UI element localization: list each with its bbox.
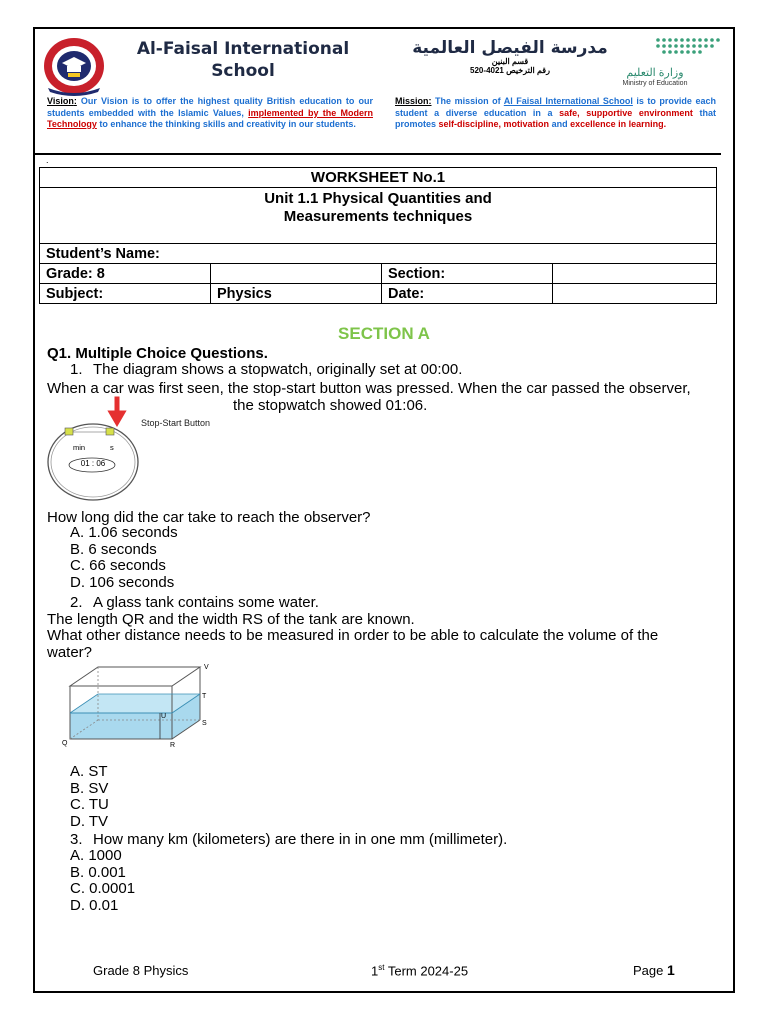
q1-heading: Q1. Multiple Choice Questions. [47,345,268,362]
mission-highlight-2: self-discipline, motivation [438,119,550,129]
vision-statement: Vision: Our Vision is to offer the highest quality British education to our students embedded with the Islamic Values, implemented by the Modern Technology to enhance the thinking skills and creativity in our students. [47,96,373,129]
question-2-line-4: water? [47,644,93,661]
footer-left: Grade 8 Physics [93,963,189,978]
school-sub-ar-2: رقم الترخيص 4021-520 [470,66,550,75]
minute-button-icon [65,428,73,435]
option-item[interactable]: A. 1000 [70,847,122,864]
vision-label: Vision [47,96,74,106]
stop-start-button-label: Stop-Start Button [141,418,211,428]
stopwatch-display: 01 : 06 [80,459,106,468]
tank-label-s: S [202,720,207,727]
option-item[interactable]: B. SV [70,779,109,797]
question-1-line-3: the stopwatch showed 01:06. [233,397,428,414]
date-value-field[interactable] [553,284,717,304]
glass-tank-diagram [58,664,218,754]
footer-term-num: 1 [371,963,379,979]
mission-text-4: and [551,119,568,129]
question-1-prompt: How long did the car take to reach the observer? [47,509,371,526]
tank-label-r: R [170,742,176,749]
option-item[interactable]: D. 106 seconds [70,573,175,591]
section-value-field[interactable] [553,264,717,284]
mission-label: Mission [395,96,429,106]
ministry-name-en: Ministry of Education [622,80,688,87]
option-item[interactable]: D. 0.01 [70,896,119,914]
stopwatch-s-label: s [110,443,114,452]
mission-school-link: Al Faisal International School [503,96,633,106]
mission-statement: Mission: The mission of Al Faisal International School is to provide each student a diverse education in a safe, supportive environment that promotes self-discipline, motivation and excellence in learning. [395,96,716,129]
option-item[interactable]: C. 66 seconds [70,557,166,575]
tank-label-q: Q [62,740,68,747]
mission-highlight-3: excellence in learning. [570,119,667,129]
question-2-line-2: The length QR and the width RS of the tank are known. [47,611,415,628]
option-item[interactable]: C. TU [70,796,109,814]
grade-value-field[interactable] [211,264,382,284]
option-item[interactable]: B. 6 seconds [70,540,157,558]
subject-value: Physics [211,284,382,304]
footer-page-number: 1 [666,962,675,978]
section-title: SECTION A [338,324,430,343]
mission-highlight-1: safe, supportive environment [559,107,693,118]
vision-text-1: Our Vision is to offer the highest quality British education to our students embedded with the Islamic Values, [47,96,373,118]
mission-text-1: The mission of [435,96,501,106]
student-name-field[interactable]: Student’s Name: [40,244,717,264]
ministry-logo-icon [650,36,722,66]
option-item[interactable]: B. 0.001 [70,863,126,881]
option-item[interactable]: A. 1.06 seconds [70,524,178,541]
date-label: Date: [382,284,553,304]
question-1-options [70,525,178,591]
option-item[interactable]: C. 0.0001 [70,880,136,898]
question-1-text: The diagram shows a stopwatch, originally set at 00:00. [93,361,463,378]
stopwatch-min-label: min [73,443,86,452]
worksheet-info-table [39,167,717,304]
vision-highlight: implemented by the Modern Technology [47,107,373,129]
question-2-text: A glass tank contains some water. [93,594,319,611]
worksheet-title: WORKSHEET No.1 [40,168,717,188]
school-name-en: Al-Faisal International School [136,39,350,81]
mission-text-3: that promotes [395,107,716,129]
school-name-ar: مدرسة الفيصل العالمية [412,38,608,58]
question-3-text: How many km (kilometers) are there in in one mm (millimeter). [93,831,508,848]
unit-title [40,188,717,244]
footer-term-sup: st [378,963,385,972]
question-3-number: 3. [70,831,83,848]
question-1-number: 1. [70,361,83,378]
footer-page [633,962,675,978]
school-sub-ar [430,57,590,75]
mission-text-2: is to provide each student a diverse education in a [395,96,716,118]
unit-title-line-1: Unit 1.1 Physical Quantities and [264,190,492,207]
school-logo [38,36,110,96]
stop-start-button-icon [106,428,114,435]
footer-term-rest: Term 2024-25 [384,963,469,979]
header-divider [33,153,721,155]
school-sub-ar-1: قسم البنين [491,57,529,66]
question-1-line-2: When a car was first seen, the stop-start button was pressed. When the car passed the observer, [47,380,691,397]
footer-term [371,963,468,978]
tank-label-t: T [202,693,207,700]
divider-dot: . [46,155,49,165]
tank-label-v: V [204,664,209,671]
section-label: Section: [382,264,553,284]
option-item[interactable]: A. ST [70,763,108,780]
subject-label: Subject: [40,284,211,304]
grade-label: Grade: 8 [40,264,211,284]
ministry-name-ar: وزارة التعليم [626,67,684,79]
question-2-number: 2. [70,594,83,611]
stopwatch-diagram [46,396,146,502]
option-item[interactable]: D. TV [70,812,109,830]
arrow-down-icon [110,398,124,424]
question-3-options [70,848,135,914]
question-2-options [70,764,109,830]
question-2-line-3: What other distance needs to be measured in order to be able to calculate the volume of the [47,627,659,644]
tank-label-u: U [161,713,167,720]
footer-page-label: Page [633,963,667,978]
unit-title-line-2: Measurements techniques [283,208,473,225]
vision-text-2: to enhance the thinking skills and creativity in our students. [99,119,356,129]
